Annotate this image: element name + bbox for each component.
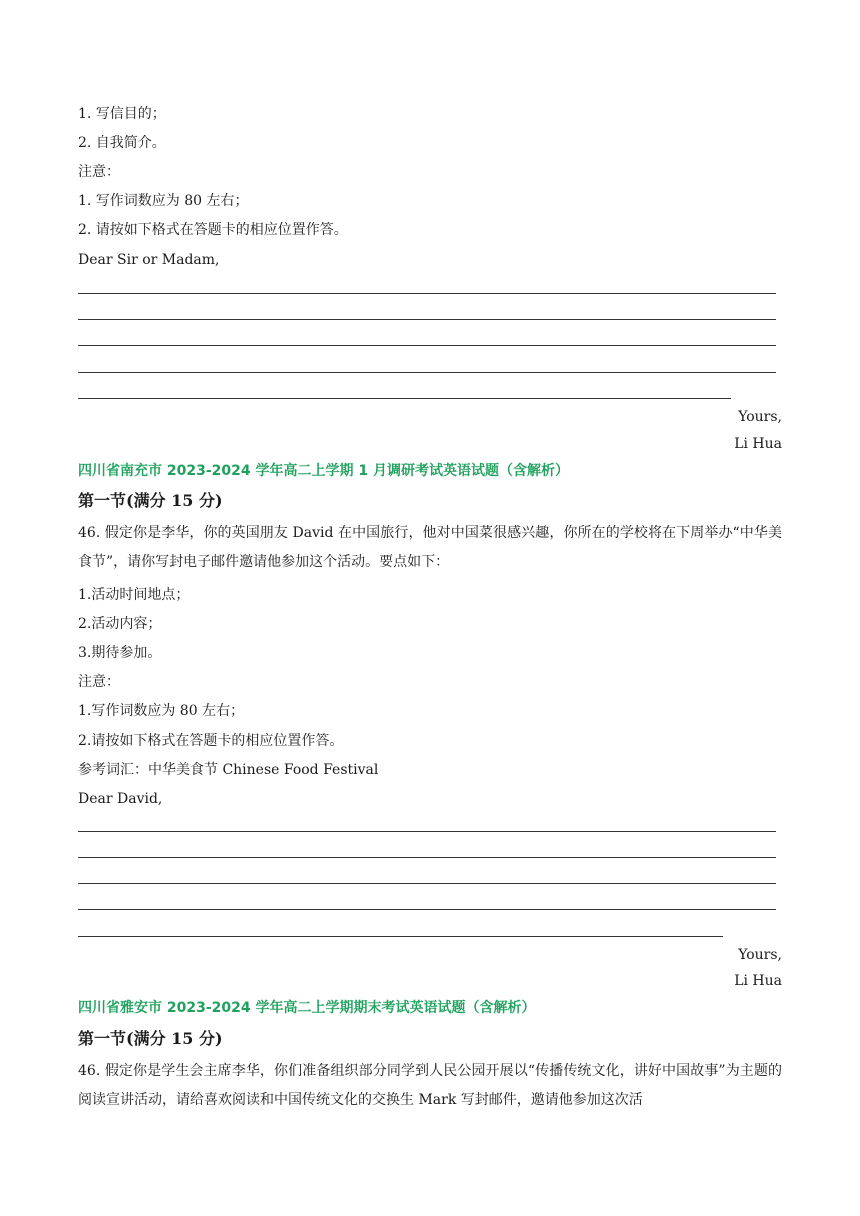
question-text: 46. 假定你是学生会主席李华，你们准备组织部分同学到人民公园开展以“传播传统文化，讲好中国故事”为主题的阅读宣讲活动，请给喜欢阅读和中国传统文化的交换生 Mark 写封邮件，邀请他参加这次活 (78, 1063, 782, 1108)
note-line: 1.写作词数应为 80 左右； (78, 703, 245, 719)
exam-source-title: 四川省南充市 2023-2024 学年高二上学期 1 月调研考试英语试题（含解析） (78, 463, 569, 479)
requirement-line: 3.期待参加。 (78, 645, 162, 661)
answer-line (78, 831, 776, 832)
note-line: 2. 请按如下格式在答题卡的相应位置作答。 (78, 222, 348, 238)
answer-line (78, 936, 723, 937)
answer-line (78, 372, 776, 373)
requirement-line: 1.活动时间地点； (78, 587, 190, 603)
question-text: 46. 假定你是李华，你的英国朋友 David 在中国旅行，他对中国菜很感兴趣，你所在的学校将在下周举办“中华美食节”，请你写封电子邮件邀请他参加这个活动。要点如下： (78, 525, 782, 570)
answer-line (78, 857, 776, 858)
note-line: 1. 写作词数应为 80 左右； (78, 193, 249, 209)
answer-line (78, 345, 776, 346)
answer-line (78, 909, 776, 910)
letter-signature: Li Hua (734, 973, 782, 989)
answer-line (78, 319, 776, 320)
note-line: 2.请按如下格式在答题卡的相应位置作答。 (78, 733, 344, 749)
requirement-line: 2. 自我简介。 (78, 135, 166, 151)
vocabulary-line: 参考词汇：中华美食节 Chinese Food Festival (78, 762, 379, 778)
letter-signature: Li Hua (734, 436, 782, 452)
answer-line (78, 883, 776, 884)
section-heading: 第一节(满分 15 分) (78, 1029, 223, 1048)
answer-line (78, 293, 776, 294)
note-heading: 注意： (78, 674, 120, 690)
letter-closing: Yours, (738, 947, 782, 963)
exam-source-title: 四川省雅安市 2023-2024 学年高二上学期期末考试英语试题（含解析） (78, 1000, 536, 1016)
letter-closing: Yours, (738, 409, 782, 425)
letter-greeting: Dear Sir or Madam, (78, 252, 220, 268)
letter-greeting: Dear David, (78, 791, 163, 807)
section-heading: 第一节(满分 15 分) (78, 491, 223, 510)
note-heading: 注意： (78, 164, 120, 180)
requirement-line: 1. 写信目的； (78, 106, 166, 122)
requirement-line: 2.活动内容； (78, 616, 162, 632)
answer-line (78, 398, 731, 399)
